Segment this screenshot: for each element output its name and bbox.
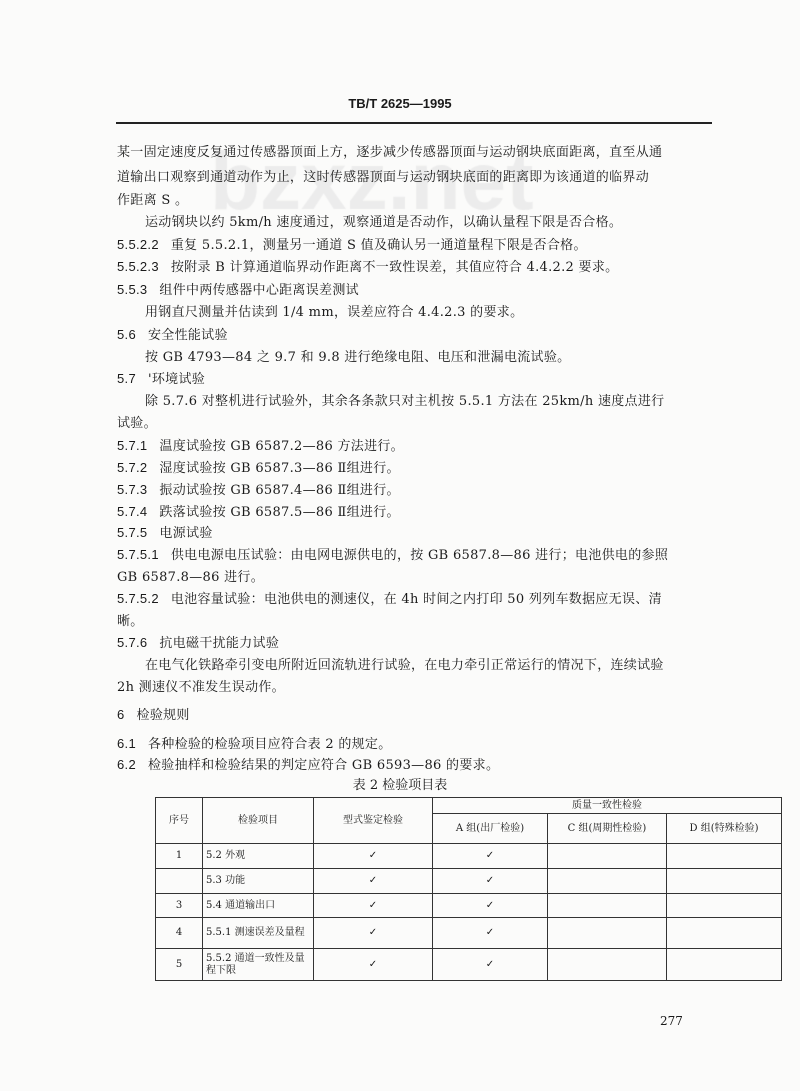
text-line [145,301,741,320]
cell-item: 5.5.2 通道一致性及量程下限 [203,949,314,981]
cell-item: 5.2 外观 [203,844,314,869]
text-line [117,501,713,520]
header-group-a: A 组(出厂检验) [433,814,548,844]
text-line [117,479,713,498]
text-line [117,189,713,208]
text-line [117,610,713,629]
clause-number: 6.2 [117,757,136,772]
table-row [156,949,782,981]
text-line [145,654,741,673]
text-line [117,733,713,752]
cell-a: ✓ [433,918,548,949]
cell-seq: 1 [156,844,203,869]
clause-number: 5.7.3 [117,482,148,497]
cell-a: ✓ [433,844,548,869]
clause-number: 5.7 [117,371,136,386]
cell-type: ✓ [314,918,433,949]
text-line [117,754,713,773]
text-line [117,566,713,585]
text-line [117,234,713,253]
clause-text: 道输出口观察到通道动作为止，这时传感器顶面与运动钢块底面的距离即为该通道的临界动 [117,170,650,185]
clause-text: 组件中两传感器中心距离误差测试 [159,283,359,298]
text-line [145,390,741,409]
text-line [145,211,741,230]
table-row [156,894,782,918]
clause-text: '环境试验 [147,372,206,387]
header-group-c: C 组(周期性检验) [548,814,667,844]
clause-number: 5.7.5.1 [117,547,159,562]
table-row [156,844,782,869]
text-line [117,368,713,387]
clause-text: 各种检验的检验项目应符合表 2 的规定。 [147,737,392,752]
header-rule [116,122,712,124]
clause-text: 重复 5.5.2.1，测量另一通道 S 值及确认另一通道量程下限是否合格。 [170,238,587,253]
clause-number: 6.1 [117,736,136,751]
table-caption: 表 2 检验项目表 [352,778,448,793]
clause-text: 温度试验按 GB 6587.2—86 方法进行。 [159,439,404,454]
cell-d [667,949,782,981]
clause-text: 湿度试验按 GB 6587.3—86 Ⅱ组进行。 [159,461,400,476]
cell-item: 5.3 功能 [203,869,314,894]
text-line [117,412,713,431]
cell-c [548,869,667,894]
cell-c [548,918,667,949]
clause-text: 作距离 S 。 [117,193,189,208]
clause-text: 检验规则 [136,708,190,723]
clause-text: 某一固定速度反复通过传感器顶面上方，逐步减少传感器顶面与运动钢块底面距离，直至从通 [117,145,663,160]
cell-d [667,918,782,949]
cell-type: ✓ [314,844,433,869]
text-line [117,588,713,607]
clause-text: 晰。 [117,614,144,629]
clause-text: 除 5.7.6 对整机进行试验外，其余各条款只对主机按 5.5.1 方法在 25km/h 速度点进行 [145,394,665,409]
header-seq: 序号 [156,798,203,844]
clause-text: 按附录 B 计算通道临界动作距离不一致性误差，其值应符合 4.4.2.2 要求。 [170,260,619,275]
cell-seq: 3 [156,894,203,918]
inspection-items-table [155,797,782,981]
cell-type: ✓ [314,869,433,894]
clause-number: 5.7.6 [117,635,148,650]
clause-text: 用钢直尺测量并估读到 1/4 mm，误差应符合 4.4.2.3 的要求。 [145,305,524,320]
clause-number: 5.6 [117,327,136,342]
clause-text: 检验抽样和检验结果的判定应符合 GB 6593—86 的要求。 [147,758,500,773]
header-quality: 质量一致性检验 [433,798,782,814]
cell-d [667,869,782,894]
header-type-test: 型式鉴定检验 [314,798,433,844]
standard-header: TB/T 2625—1995 [348,96,452,111]
cell-seq: 4 [156,918,203,949]
text-line [117,324,713,343]
clause-text: GB 6587.8—86 进行。 [117,570,265,585]
table-row [156,869,782,894]
clause-text: 电池容量试验：电池供电的测速仪，在 4h 时间之内打印 50 列列车数据应无误、清 [170,592,662,607]
clause-text: 安全性能试验 [147,328,228,343]
text-line [117,544,713,563]
clause-text: 按 GB 4793—84 之 9.7 和 9.8 进行绝缘电阻、电压和泄漏电流试验。 [145,350,571,365]
text-line [117,457,713,476]
text-line [117,166,713,185]
clause-number: 5.5.2.2 [117,237,159,252]
text-line [117,256,713,275]
cell-a: ✓ [433,894,548,918]
clause-number: 5.5.2.3 [117,259,159,274]
clause-text: 抗电磁干扰能力试验 [159,636,280,651]
page-number: 277 [660,1014,683,1028]
cell-a: ✓ [433,869,548,894]
clause-text: 振动试验按 GB 6587.4—86 Ⅱ组进行。 [159,483,400,498]
text-line [117,279,713,298]
cell-item: 5.4 通道输出口 [203,894,314,918]
cell-c [548,894,667,918]
clause-text: 供电电源电压试验：由电网电源供电的，按 GB 6587.8—86 进行；电池供电的参照 [170,548,669,563]
text-line [117,435,713,454]
clause-text: 试验。 [117,416,157,431]
clause-text: 电源试验 [159,526,213,541]
cell-d [667,844,782,869]
table-row [156,918,782,949]
clause-number: 5.7.1 [117,438,148,453]
clause-number: 5.5.3 [117,282,148,297]
text-line [117,632,713,651]
cell-c [548,949,667,981]
cell-a: ✓ [433,949,548,981]
cell-type: ✓ [314,949,433,981]
cell-seq: 5 [156,949,203,981]
text-line [117,676,713,695]
header-item: 检验项目 [203,798,314,844]
clause-number: 5.7.5.2 [117,591,159,606]
text-line [117,522,713,541]
text-line [117,704,713,723]
clause-text: 跌落试验按 GB 6587.5—86 Ⅱ组进行。 [159,505,400,520]
clause-number: 6 [117,707,125,722]
clause-number: 5.7.4 [117,504,148,519]
clause-text: 在电气化铁路牵引变电所附近回流轨进行试验，在电力牵引正常运行的情况下，连续试验 [145,658,664,673]
text-line [117,141,713,160]
cell-seq [156,869,203,894]
cell-d [667,894,782,918]
text-line [145,346,741,365]
clause-number: 5.7.5 [117,525,148,540]
clause-number: 5.7.2 [117,460,148,475]
clause-text: 2h 测速仪不准发生误动作。 [117,680,285,695]
cell-c [548,844,667,869]
clause-text: 运动钢块以约 5km/h 速度通过，观察通道是否动作，以确认量程下限是否合格。 [145,215,623,230]
cell-item: 5.5.1 测速误差及量程 [203,918,314,949]
header-group-d: D 组(特殊检验) [667,814,782,844]
cell-type: ✓ [314,894,433,918]
